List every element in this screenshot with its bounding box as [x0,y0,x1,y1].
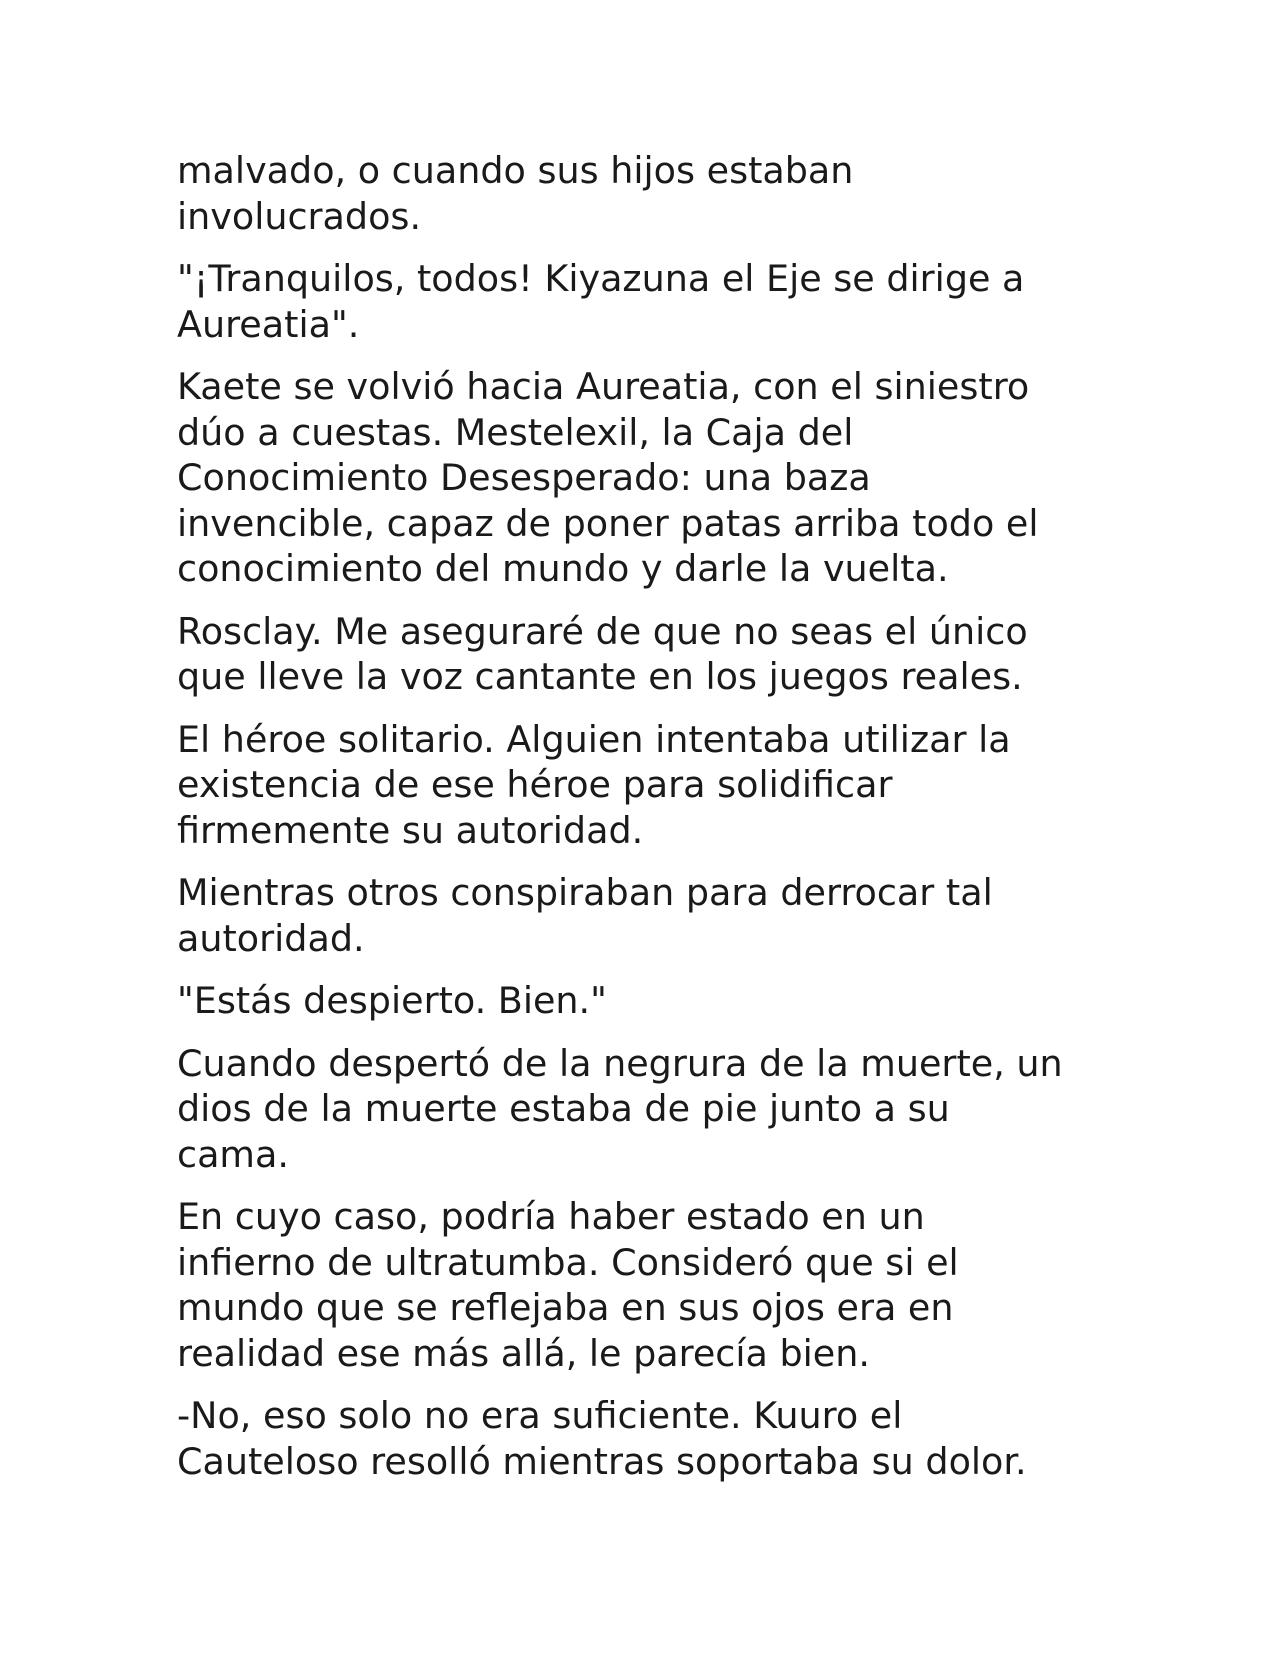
text-line: Conocimiento Desesperado: una baza [177,456,871,499]
text-line: dúo a cuestas. Mestelexil, la Caja del [177,410,854,454]
text-line: En cuyo caso, podría haber estado en un [177,1195,925,1238]
text-line: involucrados. [177,194,422,238]
text-line: dios de la muerte estaba de pie junto a su [177,1087,950,1130]
text-line: infierno de ultratumba. Consideró que si el [177,1240,959,1284]
paragraph [177,978,1117,1024]
text-line: "¡Tranquilos, todos! Kiyazuna el Eje se dirige a [177,257,1025,300]
paragraph [177,1041,1117,1178]
document-page [177,148,1117,1501]
paragraph [177,609,1117,700]
text-line: Mientras otros conspiraban para derrocar tal [177,871,993,914]
text-line: que lleve la voz cantante en los juegos reales. [177,655,1023,698]
paragraph [177,1393,1117,1484]
paragraph [177,870,1117,961]
text-line: Cauteloso resolló mientras soportaba su dolor. [177,1439,1027,1483]
text-line: "Estás despierto. Bien." [177,979,607,1022]
text-line: Cuando despertó de la negrura de la muerte, un [177,1041,1063,1085]
paragraph [177,256,1117,347]
paragraph [177,148,1117,239]
text-line: firmemente su autoridad. [177,808,644,852]
text-line: autoridad. [177,916,365,960]
text-line: mundo que se reflejaba en sus ojos era en [177,1286,954,1329]
text-line: Rosclay. Me aseguraré de que no seas el único [177,609,1028,653]
paragraph [177,1194,1117,1376]
text-line: realidad ese más allá, le parecía bien. [177,1331,870,1375]
paragraph [177,717,1117,854]
text-line: Kaete se volvió hacia Aureatia, con el siniestro [177,365,1030,408]
text-line: cama. [177,1132,289,1176]
text-line: malvado, o cuando sus hijos estaban [177,149,854,192]
text-line: invencible, capaz de poner patas arriba todo el [177,501,1039,545]
paragraph [177,364,1117,592]
text-line: -No, eso solo no era suficiente. Kuuro el [177,1394,903,1437]
text-line: El héroe solitario. Alguien intentaba utilizar la [177,717,1011,761]
text-line: existencia de ese héroe para solidificar [177,763,893,806]
text-line: Aureatia". [177,302,360,346]
text-line: conocimiento del mundo y darle la vuelta. [177,547,949,590]
